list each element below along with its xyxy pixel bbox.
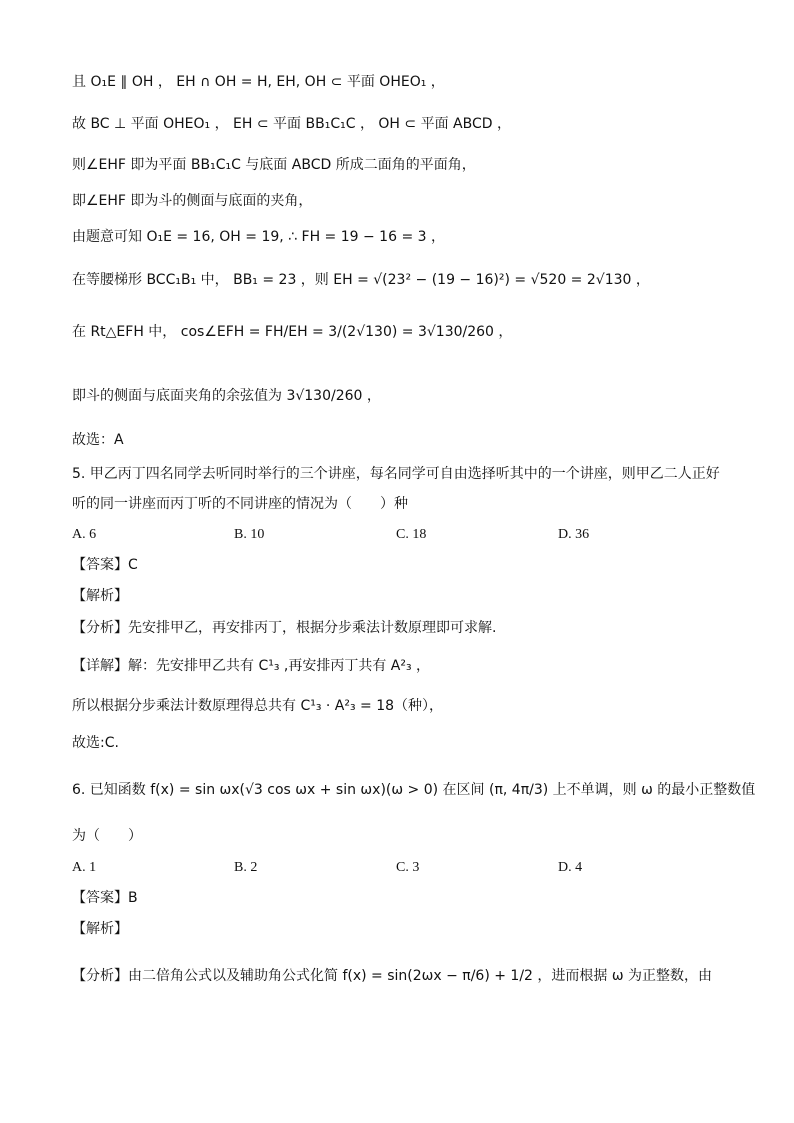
question-5-line2: 听的同一讲座而丙丁听的不同讲座的情况为（ ）种	[72, 496, 408, 512]
text-line: 在 Rt△EFH 中， cos∠EFH = FH/EH = 3/(2√130) = 3√130/260 ，	[72, 324, 513, 340]
question-6-line2: 为（ ）	[72, 828, 142, 844]
option-c: C. 18	[396, 527, 427, 542]
option-a: A. 1	[72, 860, 97, 875]
text-line: 即斗的侧面与底面夹角的余弦值为 3√130/260 ，	[72, 388, 381, 404]
option-d: D. 36	[558, 527, 590, 542]
analysis-text: 【分析】由二倍角公式以及辅助角公式化简 f(x) = sin(2ωx − π/6) + 1/2 ，进而根据 ω 为正整数，由	[72, 968, 713, 984]
answer-label: 【答案】B	[72, 890, 138, 906]
answer-label: 【答案】C	[72, 557, 138, 573]
detail-text: 所以根据分步乘法计数原理得总共有 C¹₃ · A²₃ = 18（种），	[72, 698, 444, 714]
question-5-line1: 5. 甲乙丙丁四名同学去听同时举行的三个讲座，每名同学可自由选择听其中的一个讲座，则甲乙二人正好	[72, 466, 720, 482]
text-line: 在等腰梯形 BCC₁B₁ 中， BB₁ = 23 ，则 EH = √(23² − (19 − 16)²) = √520 = 2√130 ，	[72, 272, 650, 288]
option-b: B. 2	[234, 860, 258, 875]
analysis-label: 【解析】	[72, 921, 128, 937]
option-c: C. 3	[396, 860, 420, 875]
option-a: A. 6	[72, 527, 97, 542]
question-6-line1: 6. 已知函数 f(x) = sin ωx(√3 cos ωx + sin ωx)(ω > 0) 在区间 (π, 4π/3) 上不单调，则 ω 的最小正整数值	[72, 782, 756, 798]
option-d: D. 4	[558, 860, 583, 875]
option-b: B. 10	[234, 527, 265, 542]
text-line: 则∠EHF 即为平面 BB₁C₁C 与底面 ABCD 所成二面角的平面角，	[72, 157, 476, 173]
analysis-text: 【分析】先安排甲乙，再安排丙丁，根据分步乘法计数原理即可求解.	[72, 620, 497, 636]
text-line: 故 BC ⊥ 平面 OHEO₁ ， EH ⊂ 平面 BB₁C₁C ， OH ⊂ 平面 ABCD ，	[72, 116, 511, 132]
detail-text: 故选:C.	[72, 735, 119, 751]
text-line: 且 O₁E ∥ OH ， EH ∩ OH = H, EH, OH ⊂ 平面 OHEO₁ ，	[72, 74, 445, 90]
analysis-label: 【解析】	[72, 588, 128, 604]
detail-text: 【详解】解：先安排甲乙共有 C¹₃ ,再安排丙丁共有 A²₃ ，	[72, 658, 431, 674]
text-line: 即∠EHF 即为斗的侧面与底面的夹角，	[72, 193, 313, 209]
text-line: 由题意可知 O₁E = 16, OH = 19, ∴ FH = 19 − 16 = 3 ，	[72, 229, 445, 245]
text-line: 故选：A	[72, 432, 124, 448]
